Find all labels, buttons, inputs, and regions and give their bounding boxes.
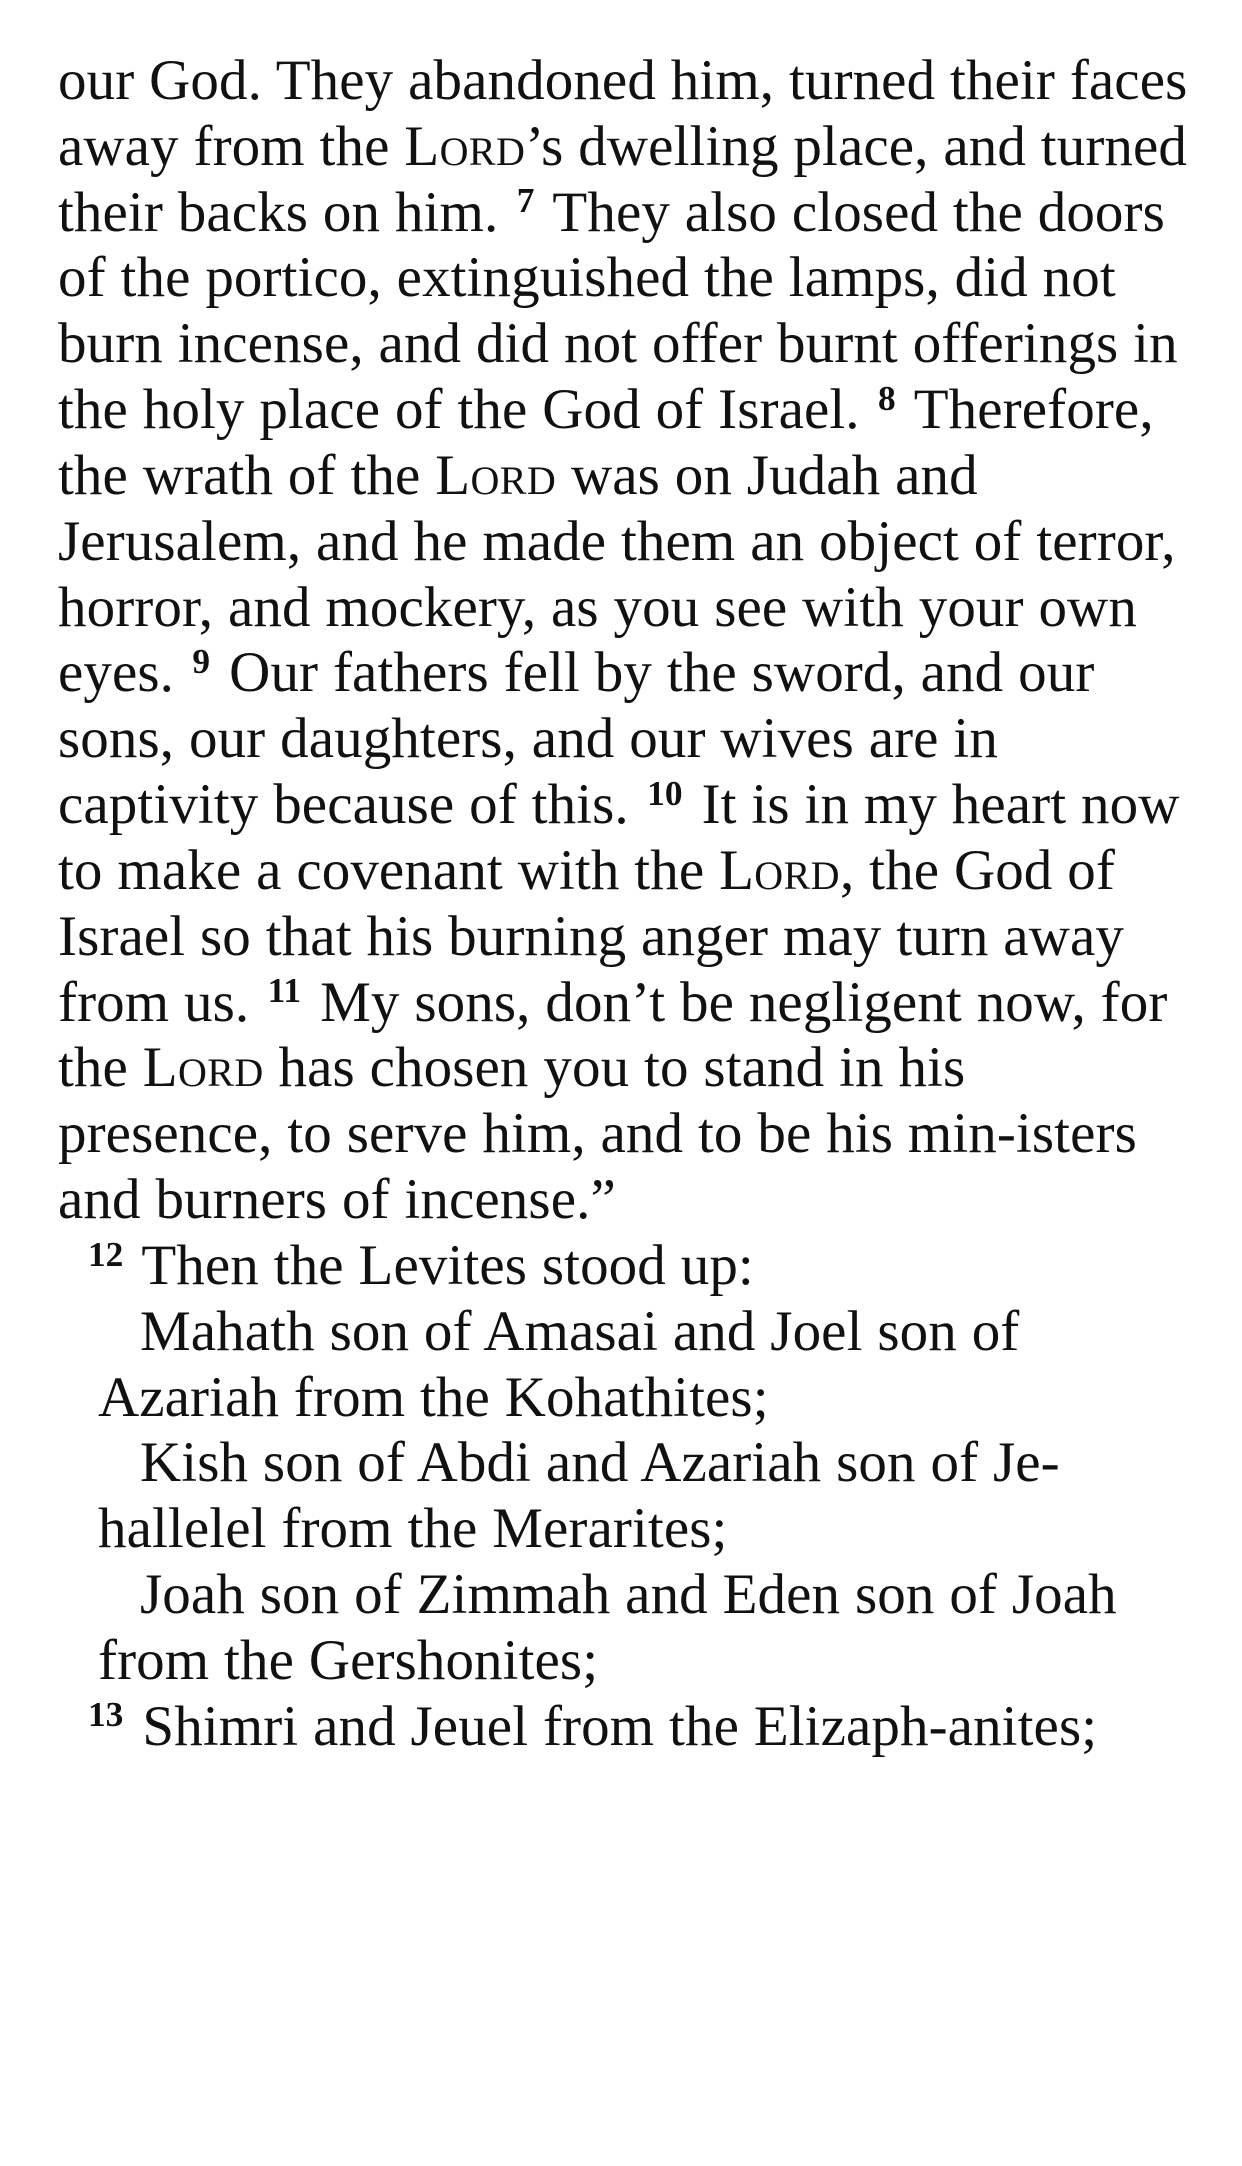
paragraph-verse-13 — [58, 1694, 1190, 1760]
list-item — [58, 1299, 1190, 1431]
text-run: our God. They abandoned him, turned their faces away from the — [58, 49, 1188, 178]
verse-number: 11 — [267, 971, 302, 1011]
text-run: has chosen you to stand in his presence, to serve him, and to be his min-isters and burners of incense.” — [58, 1036, 1137, 1232]
text-run: Therefore, the wrath of the — [58, 378, 1154, 507]
text-run: ’s dwelling place, and turned their backs on him. — [58, 114, 1188, 244]
divine-name-smallcaps: Lord — [719, 838, 840, 902]
text-run: Our fathers fell by the sword, and our sons, our daughters, and our wives are in captivity because of this. — [58, 641, 1095, 837]
text-run: They also closed the doors of the portico, extinguished the lamps, did not burn incense, and did not offer burnt offerings in the holy place of the God of Israel. — [58, 180, 1178, 442]
verse-number: 7 — [516, 181, 535, 221]
text-run: Kish son of Abdi and Azariah son of Je-hallelel from the Merarites; — [98, 1431, 1060, 1561]
paragraph-verse-12 — [58, 1233, 1190, 1299]
verse-number: 10 — [647, 773, 683, 813]
bible-passage-text — [58, 48, 1190, 1760]
text-run: was on Judah and Jerusalem, and he made them an object of terror, horror, and mockery, as you see with your own eyes. — [58, 443, 1176, 705]
text-run: My sons, don’t be negligent now, for the — [58, 970, 1168, 1100]
text-run: It is in my heart now to make a covenant with the — [58, 773, 1180, 902]
verse-number: 9 — [192, 642, 211, 682]
verse-number: 13 — [88, 1695, 124, 1735]
text-run: Shimri and Jeuel from the Elizaph-anites; — [142, 1694, 1098, 1758]
divine-name-smallcaps: Lord — [404, 114, 526, 178]
list-item — [58, 1430, 1190, 1562]
text-run: Joah son of Zimmah and Eden son of Joah from the Gershonites; — [98, 1563, 1117, 1692]
paragraph-verses-6-to-11 — [58, 48, 1190, 1233]
verse-number: 12 — [88, 1234, 124, 1274]
list-item — [58, 1562, 1190, 1694]
verse-number: 8 — [878, 378, 896, 418]
divine-name-smallcaps: Lord — [435, 443, 557, 507]
text-run: Mahath son of Amasai and Joel son of Azariah from the Kohathites; — [98, 1299, 1020, 1429]
divine-name-smallcaps: Lord — [142, 1036, 264, 1100]
text-run: , the God of Israel so that his burning anger may turn away from us. — [58, 838, 1124, 1034]
text-run: Then the Levites stood up: — [141, 1233, 754, 1297]
